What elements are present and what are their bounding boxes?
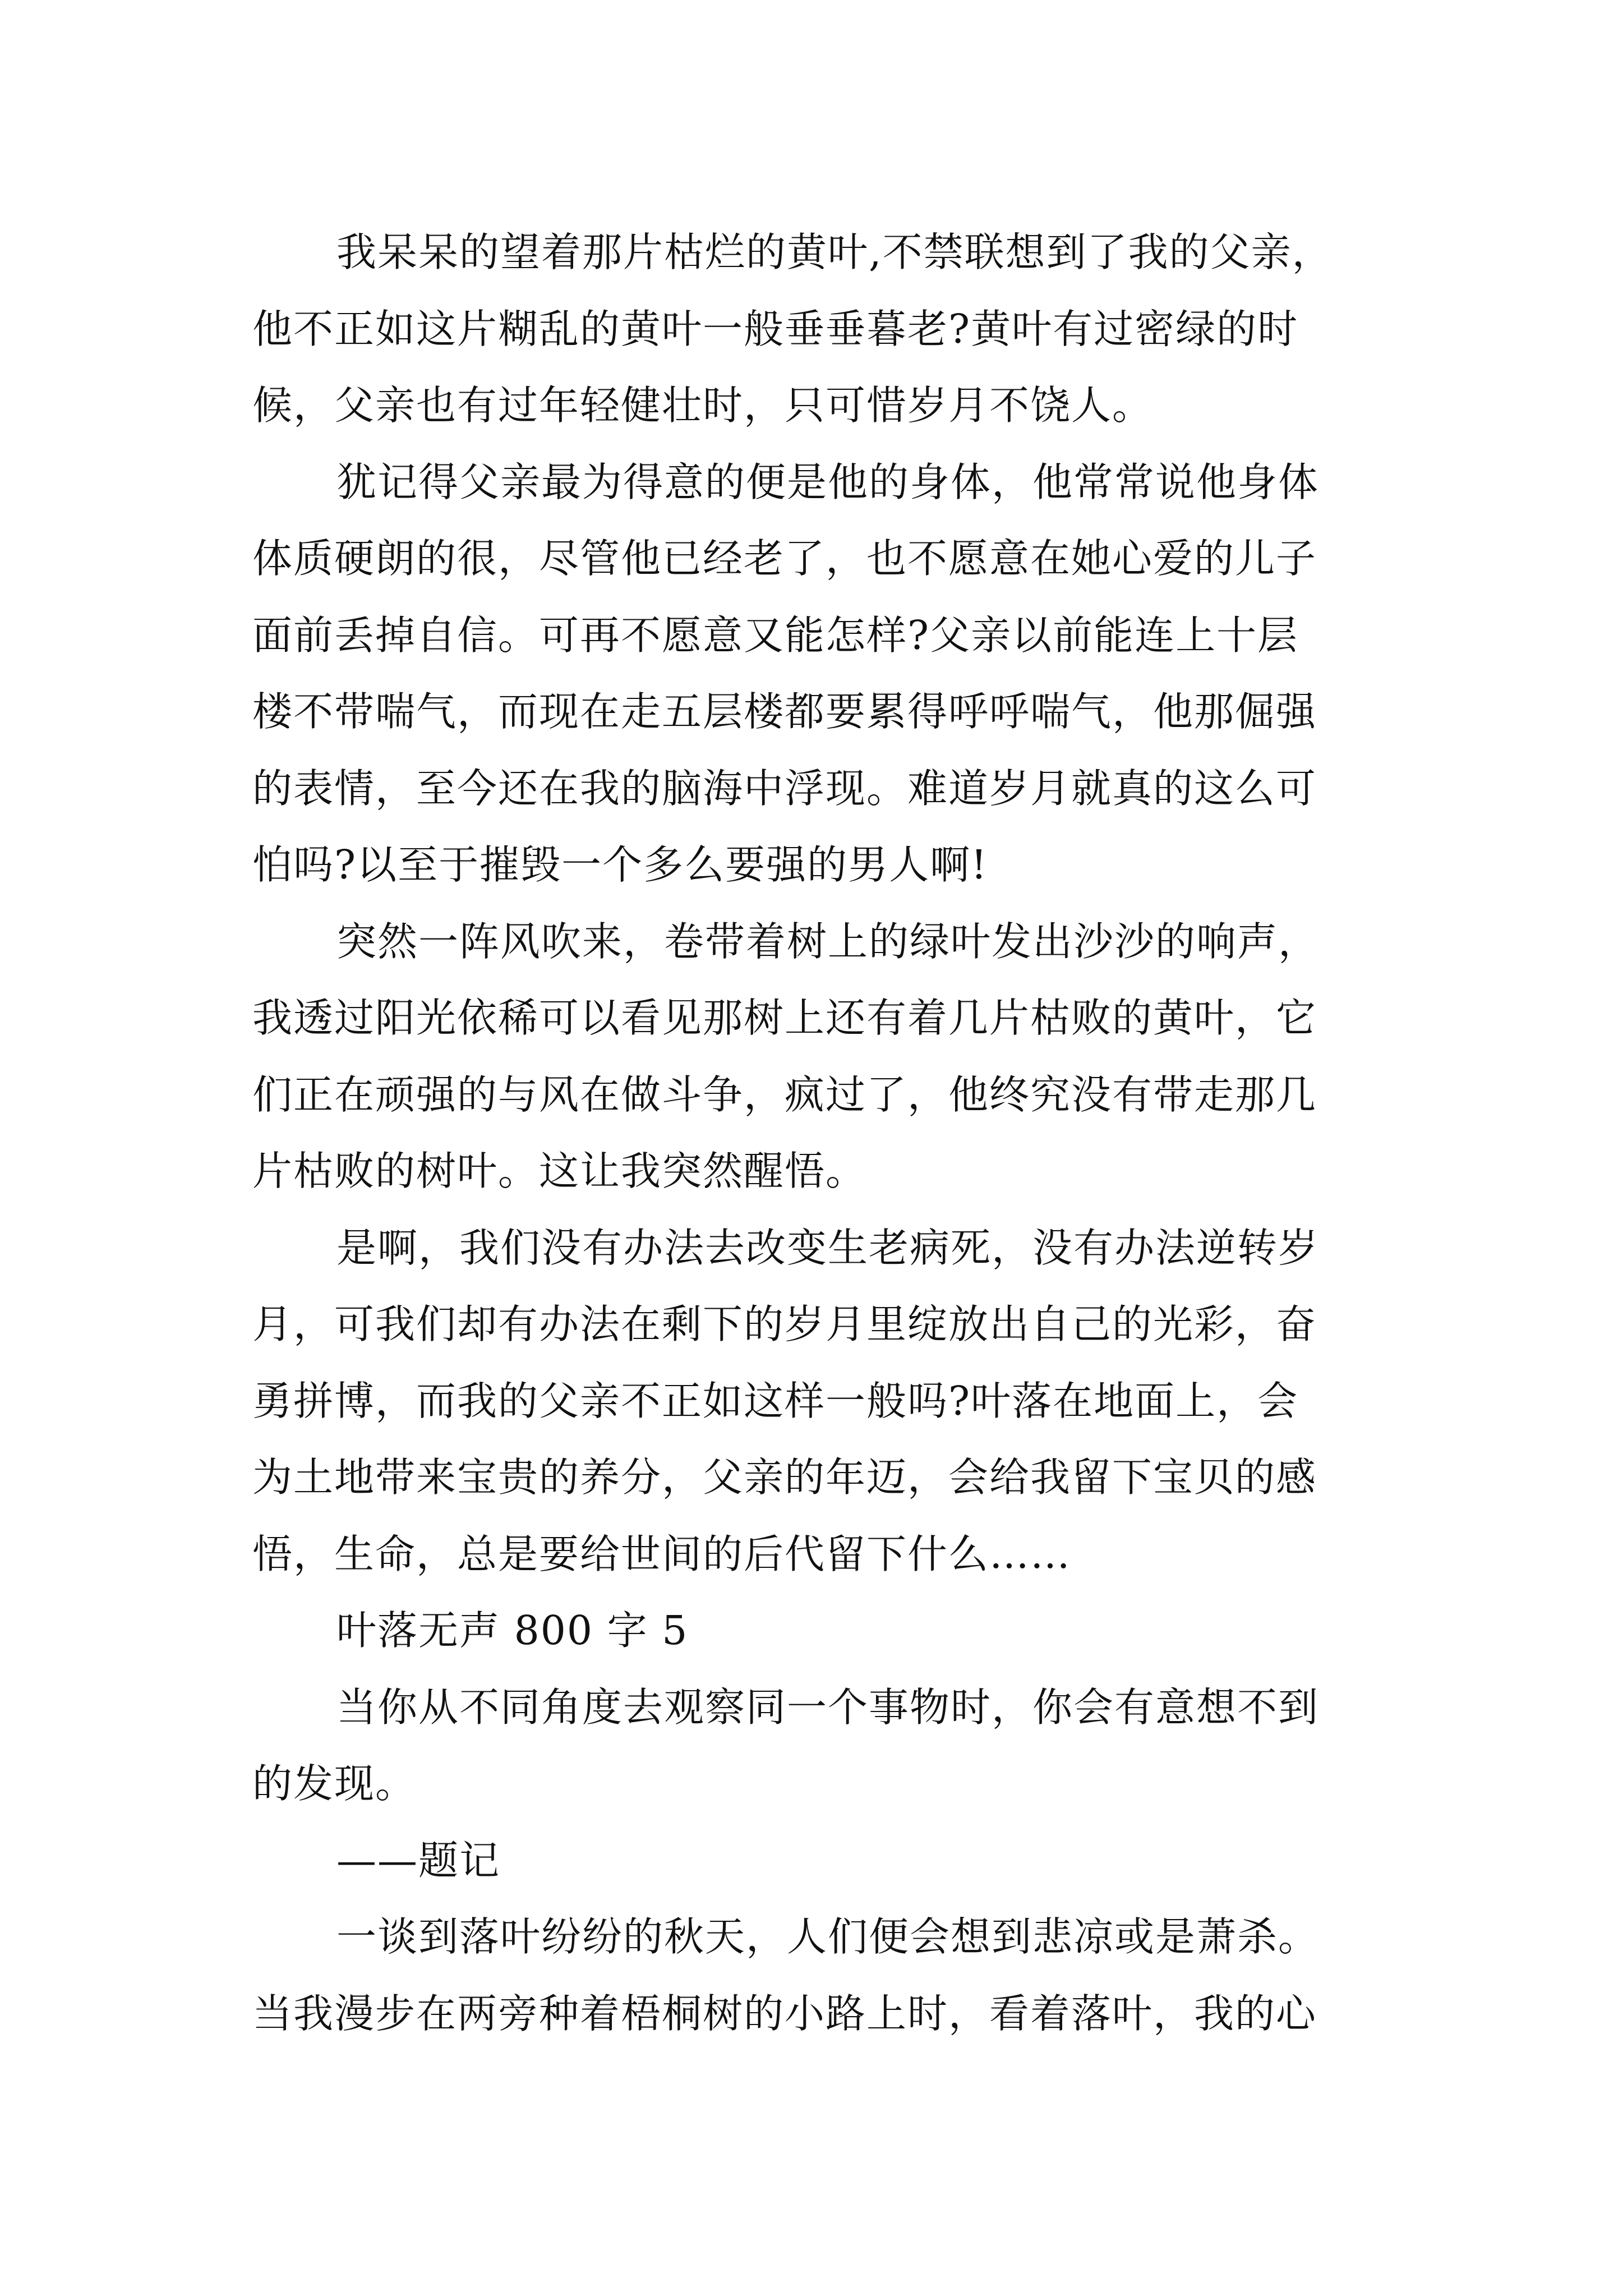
text-line: 体质硬朗的很，尽管他已经老了，也不愿意在她心爱的儿子 — [252, 535, 1317, 582]
text-line: 一谈到落叶纷纷的秋天，人们便会想到悲凉或是萧杀。 — [336, 1913, 1320, 1960]
epigraph-attribution: ——题记 — [336, 1837, 501, 1884]
text-line: 候，父亲也有过年轻健壮时，只可惜岁月不饶人。 — [252, 382, 1154, 429]
text-line: 月，可我们却有办法在剩下的岁月里绽放出自己的光彩，奋 — [252, 1301, 1317, 1347]
section-title: 叶落无声 800 字 5 — [336, 1607, 689, 1654]
text-line: 片枯败的树叶。这让我突然醒悟。 — [252, 1148, 867, 1194]
text-line: 怕吗?以至于摧毁一个多么要强的男人啊! — [252, 841, 988, 888]
text-line: 为土地带来宝贵的养分，父亲的年迈，会给我留下宝贝的感 — [252, 1454, 1317, 1501]
text-line: 的表情，至今还在我的脑海中浮现。难道岁月就真的这么可 — [252, 765, 1317, 812]
text-line: 勇拼博，而我的父亲不正如这样一般吗?叶落在地面上，会 — [252, 1377, 1299, 1424]
text-line: 面前丢掉自信。可再不愿意又能怎样?父亲以前能连上十层 — [252, 611, 1299, 659]
text-line: 当你从不同角度去观察同一个事物时，你会有意想不到 — [336, 1683, 1320, 1731]
document-body — [252, 214, 1447, 2052]
text-line: 的发现。 — [252, 1760, 417, 1807]
text-line: 我呆呆的望着那片枯烂的黄叶,不禁联想到了我的父亲， — [336, 229, 1333, 275]
text-line: 们正在顽强的与风在做斗争，疯过了，他终究没有带走那几 — [252, 1071, 1317, 1118]
text-line: 是啊，我们没有办法去改变生老病死，没有办法逆转岁 — [336, 1224, 1320, 1271]
text-line: 当我漫步在两旁种着梧桐树的小路上时，看着落叶，我的心 — [252, 1990, 1317, 2037]
text-line: 悟，生命，总是要给世间的后代留下什么…… — [252, 1530, 1072, 1577]
text-line: 突然一阵风吹来，卷带着树上的绿叶发出沙沙的响声， — [336, 918, 1320, 965]
text-line: 我透过阳光依稀可以看见那树上还有着几片枯败的黄叶，它 — [252, 995, 1317, 1041]
text-line: 犹记得父亲最为得意的便是他的身体，他常常说他身体 — [336, 458, 1320, 505]
text-line: 他不正如这片糊乱的黄叶一般垂垂暮老?黄叶有过密绿的时 — [252, 305, 1299, 352]
text-line: 楼不带喘气，而现在走五层楼都要累得呼呼喘气，他那倔强 — [252, 688, 1317, 735]
